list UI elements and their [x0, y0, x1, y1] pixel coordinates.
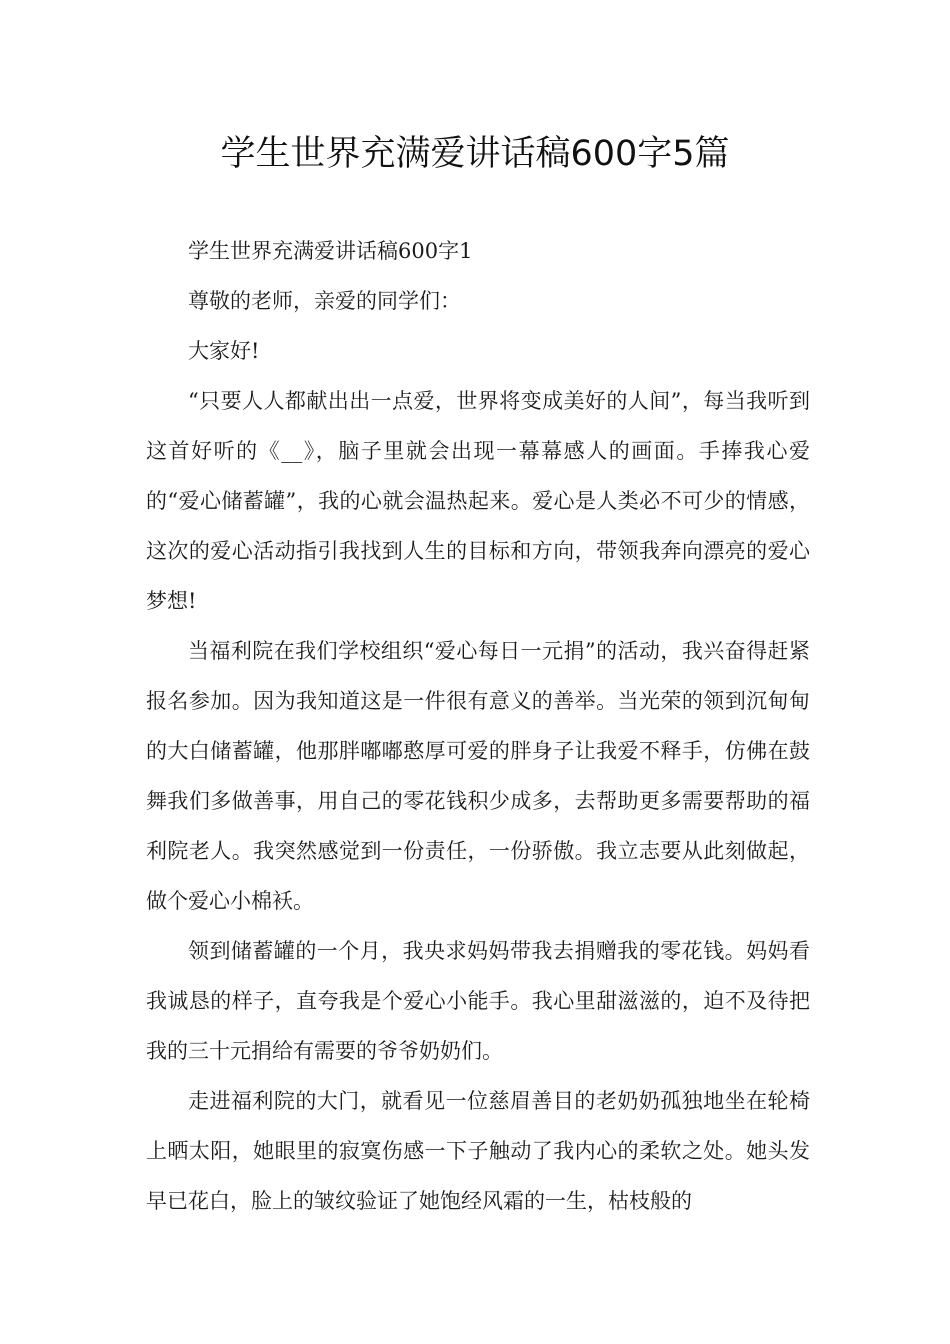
document-body — [146, 226, 810, 1226]
paragraph: 当福利院在我们学校组织“爱心每日一元捐”的活动，我兴奋得赶紧报名参加。因为我知道这是一件很有意义的善举。当光荣的领到沉甸甸的大白储蓄罐，他那胖嘟嘟憨厚可爱的胖身子让我爱不释手，仿佛在鼓舞我们多做善事，用自己的零花钱积少成多，去帮助更多需要帮助的福利院老人。我突然感觉到一份责任，一份骄傲。我立志要从此刻做起，做个爱心小棉袄。 — [146, 639, 810, 913]
paragraph: 走进福利院的大门，就看见一位慈眉善目的老奶奶孤独地坐在轮椅上晒太阳，她眼里的寂寞伤感一下子触动了我内心的柔软之处。她头发早已花白，脸上的皱纹验证了她饱经风霜的一生，枯枝般的 — [146, 1089, 810, 1213]
paragraph-salutation: 尊敬的老师，亲爱的同学们： — [188, 289, 461, 313]
document-title: 学生世界充满爱讲话稿600字5篇 — [220, 134, 730, 174]
paragraph: “只要人人都献出出一点爱，世界将变成美好的人间”，每当我听到这首好听的《__》，脑子里就会出现一幕幕感人的画面。手捧我心爱的“爱心储蓄罐”，我的心就会温热起来。爱心是人类必不可少的情感，这次的爱心活动指引我找到人生的目标和方向，带领我奔向漂亮的爱心梦想! — [146, 389, 810, 613]
paragraph-greeting: 大家好! — [188, 339, 260, 363]
paragraph: 领到储蓄罐的一个月，我央求妈妈带我去捐赠我的零花钱。妈妈看我诚恳的样子，直夸我是个爱心小能手。我心里甜滋滋的，迫不及待把我的三十元捐给有需要的爷爷奶奶们。 — [146, 939, 810, 1063]
paragraph-heading: 学生世界充满爱讲话稿600字1 — [188, 239, 473, 263]
